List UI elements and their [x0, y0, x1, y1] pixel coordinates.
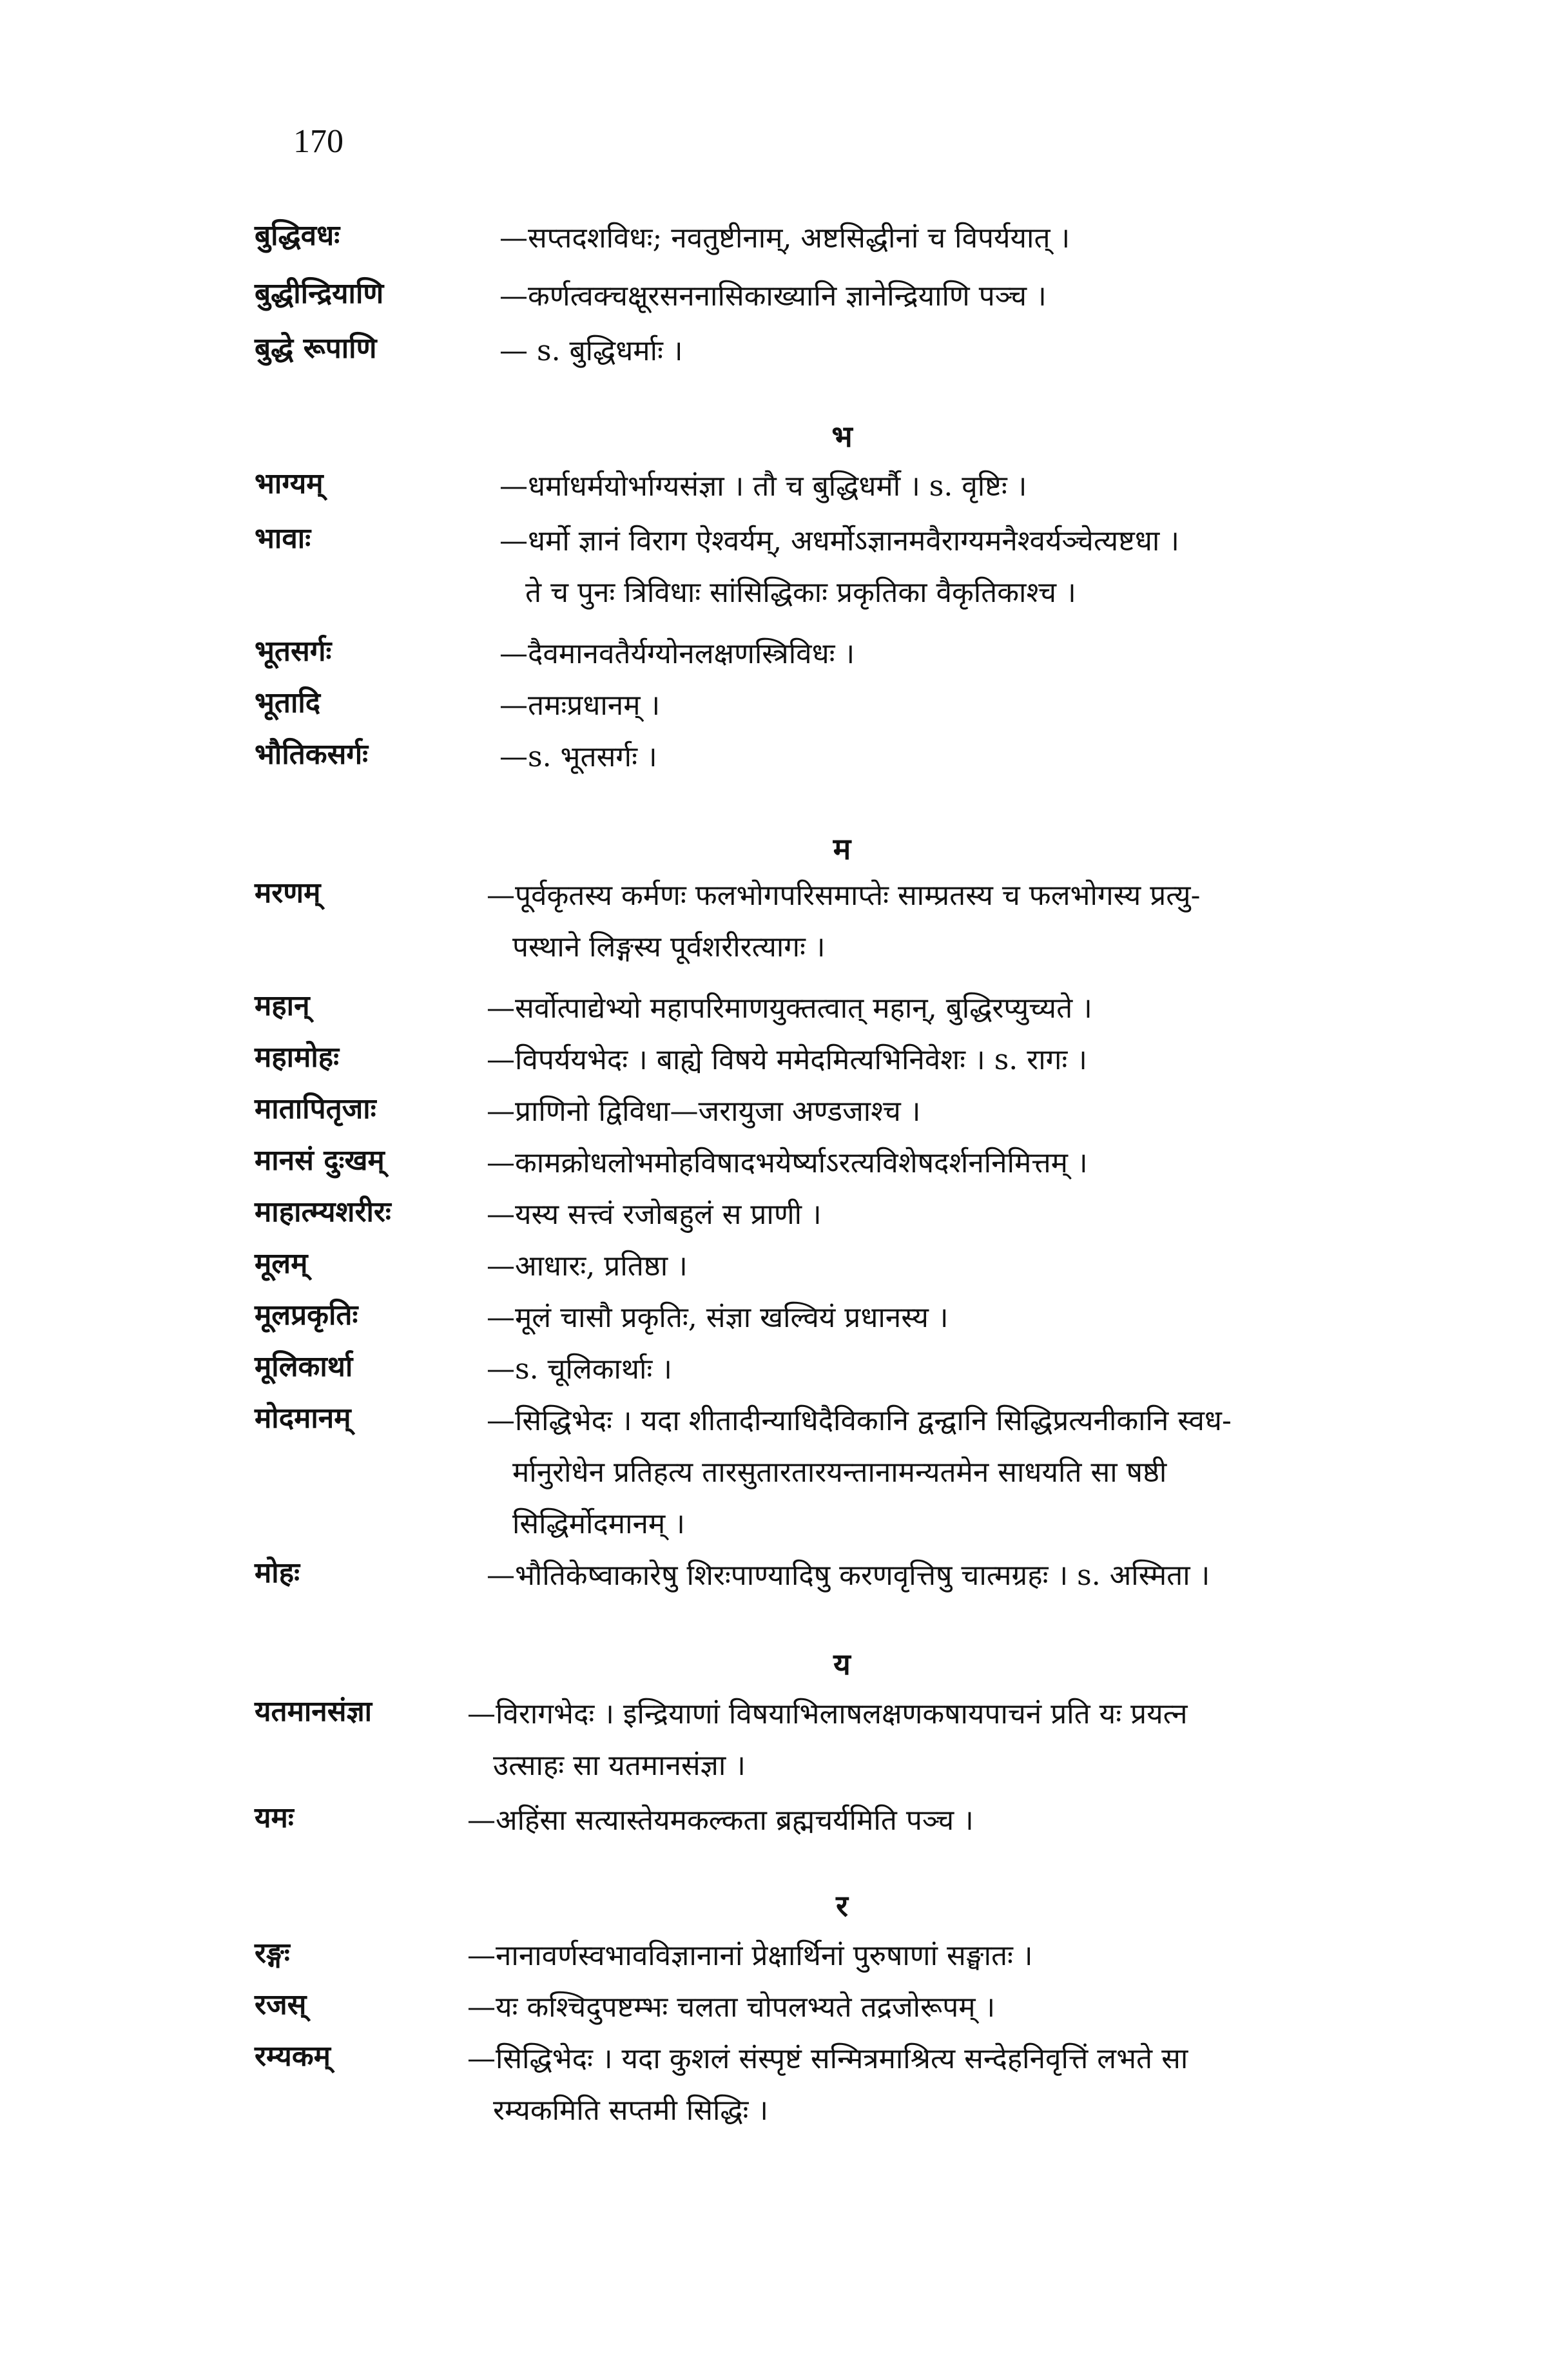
- entry-definition: [487, 983, 1453, 1034]
- entry-definition: [487, 1395, 1453, 1550]
- entry-term: मानसं दुःखम्: [255, 1144, 385, 1177]
- definition-continuation: सिद्धिर्मोदमानम् ।: [512, 1507, 685, 1540]
- definition-line: —विरागभेदः । इन्द्रियाणां विषयाभिलाषलक्षणकषायपाचनं प्रति यः प्रयत्न: [467, 1698, 1188, 1730]
- definition-line: —सिद्धिभेदः । यदा कुशलं संस्पृष्टं सन्मित्रमाश्रित्य सन्देहनिवृत्तिं लभते सा: [467, 2042, 1188, 2075]
- definition-line: —सप्तदशविधः; नवतुष्टीनाम्, अष्टसिद्धीनां च विपर्ययात् ।: [499, 222, 1070, 255]
- entry-definition: [467, 1689, 1434, 1792]
- entry-term: मातापितृजाः: [255, 1092, 376, 1125]
- entry-term: बुद्धिवधः: [255, 219, 340, 252]
- entry-term: मरणम्: [255, 877, 321, 909]
- entry-term: भावाः: [255, 522, 311, 555]
- entry-definition: [499, 516, 1466, 619]
- definition-continuation: ते च पुनः त्रिविधाः सांसिद्धिकाः प्रकृतिका वैकृतिकाश्च ।: [525, 576, 1076, 609]
- definition-continuation: उत्साहः सा यतमानसंज्ञा ।: [493, 1749, 746, 1782]
- definition-line: —यः कश्चिदुपष्टम्भः चलता चोपलभ्यते तद्रजोरूपम् ।: [467, 1991, 996, 2024]
- definition-line: —प्राणिनो द्विविधा—जरायुजा अण्डजाश्च ।: [487, 1095, 921, 1128]
- entry-term: महान्: [255, 989, 310, 1022]
- entry-definition: [487, 1034, 1453, 1086]
- definition-line: —भौतिकेष्वाकारेषु शिरःपाण्यादिषु करणवृत्तिषु चात्मग्रहः । s. अस्मिता ।: [487, 1559, 1210, 1592]
- entry-term: मूलिकार्था: [255, 1350, 353, 1383]
- section-letter: म: [833, 831, 851, 866]
- page-number: 170: [293, 123, 344, 160]
- entry-definition: [467, 1982, 1434, 2033]
- entry-definition: [487, 1292, 1453, 1344]
- entry-term: मूलम्: [255, 1247, 308, 1280]
- entry-definition: [467, 1795, 1434, 1846]
- definition-line: —s. भूतसर्गः ।: [499, 741, 657, 773]
- definition-line: — s. बुद्धिधर्माः ।: [499, 334, 683, 367]
- entry-term: रम्यकम्: [255, 2040, 331, 2073]
- definition-line: —विपर्ययभेदः । बाह्ये विषये ममेदमित्यभिनिवेशः । s. रागः ।: [487, 1043, 1087, 1076]
- section-letter: भ: [831, 419, 853, 454]
- entry-term: मोदमानम्: [255, 1402, 351, 1435]
- entry-term: यमः: [255, 1801, 294, 1834]
- entry-term: यतमानसंज्ञा: [255, 1695, 373, 1728]
- definition-line: —यस्य सत्त्वं रजोबहुलं स प्राणी ।: [487, 1198, 822, 1231]
- entry-term: महामोहः: [255, 1041, 340, 1074]
- definition-line: —दैवमानवतैर्यग्योनलक्षणस्त्रिविधः ।: [499, 637, 855, 670]
- definition-line: —s. चूलिकार्थाः ।: [487, 1353, 672, 1386]
- entry-term: मोहः: [255, 1556, 300, 1589]
- entry-term: मूलप्रकृतिः: [255, 1299, 358, 1332]
- entry-term: रङ्गः: [255, 1937, 290, 1970]
- definition-line: —सर्वोत्पाद्येभ्यो महापरिमाणयुक्तत्वात् महान्, बुद्धिरप्युच्यते ।: [487, 992, 1092, 1025]
- entry-term: भूतादि: [255, 686, 321, 719]
- definition-line: —सिद्धिभेदः । यदा शीतादीन्याधिदैविकानि द्वन्द्वानि सिद्धिप्रत्यनीकानि स्वध-: [487, 1404, 1232, 1437]
- entry-definition: [499, 461, 1466, 512]
- definition-line: —धर्मो ज्ञानं विराग ऐश्वर्यम्, अधर्मोऽज्ञानमवैराग्यमनैश्वर्यञ्चेत्यष्टधा ।: [499, 525, 1179, 557]
- entry-definition: [467, 1930, 1434, 1982]
- entry-definition: [499, 271, 1466, 322]
- definition-line: —आधारः, प्रतिष्ठा ।: [487, 1250, 688, 1283]
- entry-definition: [499, 732, 1466, 783]
- entry-term: बुद्धे रूपाणि: [255, 332, 377, 365]
- entry-definition: [499, 213, 1466, 264]
- entry-term: बुद्धीन्द्रियाणि: [255, 277, 384, 310]
- entry-definition: [499, 628, 1466, 680]
- definition-continuation: र्मानुरोधेन प्रतिहत्य तारसुतारतारयन्तानामन्यतमेन साधयति सा षष्ठी: [512, 1456, 1167, 1489]
- entry-term: भाग्यम्: [255, 467, 324, 500]
- definition-line: —मूलं चासौ प्रकृतिः, संज्ञा खल्वियं प्रधानस्य ।: [487, 1301, 949, 1334]
- section-letter: य: [833, 1647, 851, 1681]
- entry-term: माहात्म्यशरीरः: [255, 1196, 391, 1228]
- entry-definition: [487, 1344, 1453, 1395]
- definition-continuation: पस्थाने लिङ्गस्य पूर्वशरीरत्यागः ।: [512, 931, 826, 964]
- definition-line: —कर्णत्वक्चक्षूरसननासिकाख्यानि ज्ञानेन्द्रियाणि पञ्च ।: [499, 280, 1047, 313]
- entry-definition: [487, 1086, 1453, 1138]
- entry-definition: [487, 1241, 1453, 1292]
- entry-term: भूतसर्गः: [255, 635, 332, 668]
- entry-term: रजस्: [255, 1988, 307, 2021]
- entry-definition: [487, 1138, 1453, 1189]
- definition-line: —धर्माधर्मयोर्भाग्यसंज्ञा । तौ च बुद्धिधर्मौ । s. वृष्टिः ।: [499, 470, 1027, 503]
- entry-definition: [487, 1550, 1453, 1602]
- entry-definition: [467, 2033, 1434, 2137]
- entry-term: भौतिकसर्गः: [255, 738, 368, 771]
- entry-definition: [499, 680, 1466, 732]
- definition-line: —कामक्रोधलोभमोहविषादभयेर्ष्याऽरत्यविशेषदर्शननिमित्तम् ।: [487, 1147, 1088, 1179]
- definition-line: —तमःप्रधानम् ।: [499, 689, 661, 722]
- entry-definition: [487, 870, 1453, 973]
- entry-definition: [499, 325, 1466, 377]
- definition-line: —नानावर्णस्वभावविज्ञानानां प्रेक्षार्थिनां पुरुषाणां सङ्घातः ।: [467, 1939, 1033, 1972]
- definition-line: —पूर्वकृतस्य कर्मणः फलभोगपरिसमाप्तेः साम्प्रतस्य च फलभोगस्य प्रत्यु-: [487, 879, 1201, 912]
- entry-definition: [487, 1189, 1453, 1241]
- definition-continuation: रम्यकमिति सप्तमी सिद्धिः ।: [493, 2094, 769, 2127]
- section-letter: र: [836, 1888, 848, 1923]
- definition-line: —अहिंसा सत्यास्तेयमकल्कता ब्रह्मचर्यमिति पञ्च ।: [467, 1804, 974, 1837]
